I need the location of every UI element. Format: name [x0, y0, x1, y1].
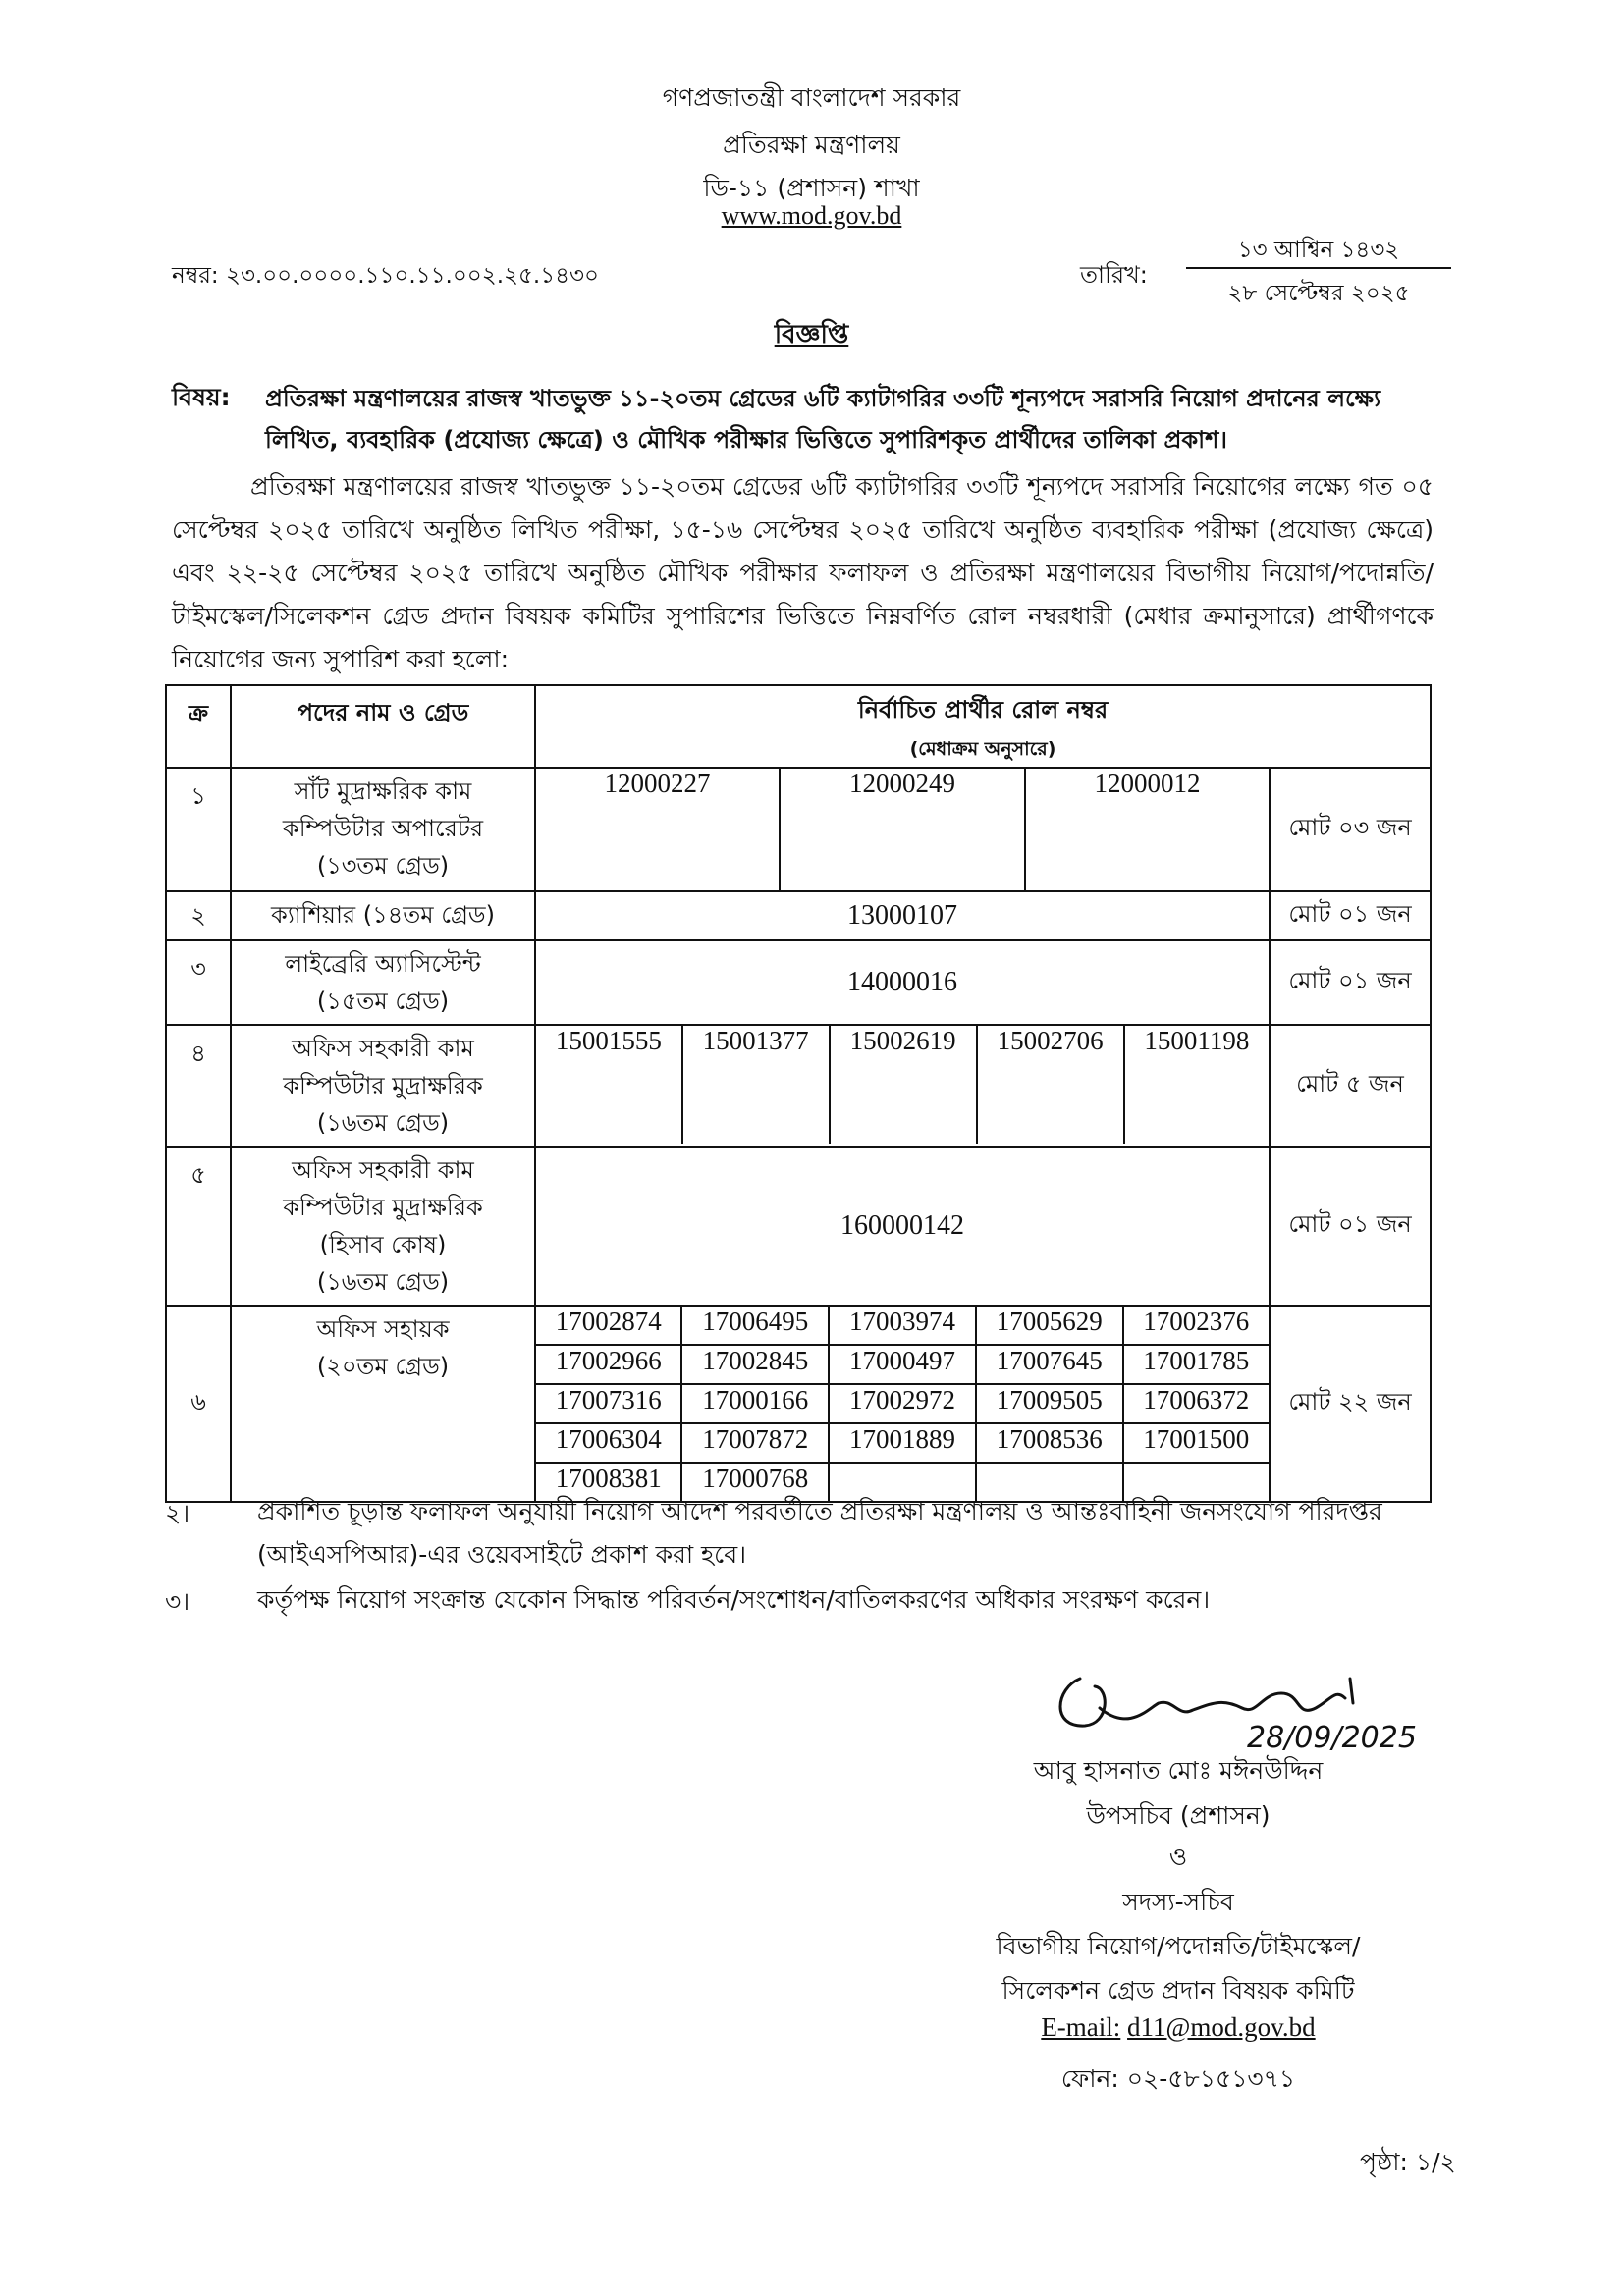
intro-paragraph: প্রতিরক্ষা মন্ত্রণালয়ের রাজস্ব খাতভুক্ত ১১-২০তম গ্রেডের ৬টি ক্যাটাগরির ৩৩টি শূন্যপদে সরাসরি নিয়োগের লক্ষ্যে গত ০৫ সেপ্টেম্বর ২০২৫ তারিখে অনুষ্ঠিত লিখিত পরীক্ষা, ১৫-১৬ সেপ্টেম্বর ২০২৫ তারিখে অনুষ্ঠিত ব্যবহারিক পরীক্ষা (প্রযোজ্য ক্ষেত্রে) এবং ২২-২৫ সেপ্টেম্বর ২০২৫ তারিখে অনুষ্ঠিত মৌখিক পরীক্ষার ফলাফল ও প্রতিরক্ষা মন্ত্রণালয়ের বিভাগীয় নিয়োগ/পদোন্নতি/টাইমস্কেল/সিলেকশন গ্রেড প্রদান বিষয়ক কমিটির সুপারিশের ভিত্তিতে নিম্নবর্ণিত রোল নম্বরধারী (মেধার ক্রমানুসারে) প্রার্থীগণকে নিয়োগের জন্য সুপারিশ করা হলো:: [172, 472, 1434, 673]
row-sl: ৬: [166, 1306, 231, 1502]
roll-number: 17003974: [829, 1307, 976, 1345]
roll-cell: [535, 1306, 1270, 1502]
roll-number: 12000227: [536, 769, 780, 890]
roll-cell: [535, 1025, 1270, 1147]
roll-number: 17000166: [681, 1384, 829, 1423]
date-label: তারিখ:: [1080, 261, 1148, 289]
table-header-row: [166, 685, 1431, 768]
row-post: [231, 768, 535, 891]
row-post: [231, 1147, 535, 1306]
roll-number: 17008381: [536, 1463, 681, 1501]
page-number: পৃষ্ঠা: ১/২: [1360, 2148, 1456, 2176]
roll-number: 15002619: [830, 1026, 977, 1144]
subject-text: প্রতিরক্ষা মন্ত্রণালয়ের রাজস্ব খাতভুক্ত ১১-২০তম গ্রেডের ৬টি ক্যাটাগরির ৩৩টি শূন্যপদে সরাসরি নিয়োগ প্রদানের লক্ষ্যে লিখিত, ব্যবহারিক (প্রযোজ্য ক্ষেত্রে) ও মৌখিক পরীক্ষার ভিত্তিতে সুপারিশকৃত প্রার্থীদের তালিকা প্রকাশ।: [265, 385, 1381, 454]
row-total: মোট ০১ জন: [1270, 891, 1431, 940]
roll-number: 17000497: [829, 1345, 976, 1384]
roll-header-title: নির্বাচিত প্রার্থীর রোল নম্বর: [857, 696, 1109, 723]
email-line: [884, 2012, 1473, 2043]
table-row: [166, 1306, 1431, 1502]
roll-number: 17007872: [681, 1423, 829, 1463]
col-post-header: পদের নাম ও গ্রেড: [231, 685, 535, 768]
roll-number: 17002376: [1123, 1307, 1269, 1345]
col-sl-header: ক্র: [166, 685, 231, 768]
row-sl: ৫: [166, 1147, 231, 1306]
row-sl: ১: [166, 768, 231, 891]
signatory-and: ও: [1168, 1842, 1188, 1871]
date-english: ২৮ সেপ্টেম্বর ২০২৫: [1227, 281, 1410, 306]
post-line: (২০তম গ্রেড): [316, 1353, 450, 1380]
roll-number: 17007316: [536, 1384, 681, 1423]
signatory-name: আবু হাসনাত মোঃ মঈনউদ্দিন: [1033, 1756, 1324, 1785]
date-divider: [1186, 267, 1451, 269]
roll-number: 160000142: [535, 1147, 1270, 1306]
roll-number: 13000107: [535, 891, 1270, 940]
post-line: ক্যাশিয়ার (১৪তম গ্রেড): [271, 901, 495, 929]
section-name: ডি-১১ (প্রশাসন) শাখা: [703, 174, 920, 202]
row-post: [231, 940, 535, 1025]
roll-number: 17005629: [976, 1307, 1123, 1345]
row-total: মোট ০১ জন: [1270, 940, 1431, 1025]
roll-number: 17007645: [976, 1345, 1123, 1384]
post-line: (১৬তম গ্রেড): [316, 1109, 450, 1137]
note-number: ৩।: [165, 1587, 190, 1616]
table-row: [166, 1147, 1431, 1306]
signatory-designation: উপসচিব (প্রশাসন): [1086, 1801, 1271, 1830]
handwritten-signature: [1041, 1649, 1434, 1767]
post-line: অফিস সহকারী কাম: [292, 1156, 474, 1184]
govt-name: গণপ্রজাতন্ত্রী বাংলাদেশ সরকার: [662, 83, 961, 112]
roll-number: 14000016: [535, 940, 1270, 1025]
ministry-name: প্রতিরক্ষা মন্ত্রণালয়: [723, 131, 900, 159]
roll-number: 17008536: [976, 1423, 1123, 1463]
col-roll-header: [535, 685, 1431, 768]
roll-number: 15001198: [1124, 1026, 1269, 1144]
roll-number: 17001785: [1123, 1345, 1269, 1384]
candidates-table: [165, 684, 1432, 1503]
table-row: [166, 1025, 1431, 1147]
roll-number: 15001555: [536, 1026, 682, 1144]
roll-number: 17001500: [1123, 1423, 1269, 1463]
post-line: সাঁট মুদ্রাক্ষরিক কাম: [294, 777, 472, 805]
row-total: মোট ০৩ জন: [1270, 768, 1431, 891]
note-number: ২।: [165, 1499, 190, 1527]
roll-header-subtitle: (মেধাক্রম অনুসারে): [909, 738, 1056, 760]
post-line: লাইব্রেরি অ্যাসিস্টেন্ট: [285, 950, 481, 978]
row-total: মোট ০১ জন: [1270, 1147, 1431, 1306]
roll-number: 17002966: [536, 1345, 681, 1384]
roll-number: 17006372: [1123, 1384, 1269, 1423]
row-sl: ২: [166, 891, 231, 940]
roll-number: 15002706: [977, 1026, 1124, 1144]
subject-label: বিষয়:: [172, 383, 231, 411]
row-sl: ৪: [166, 1025, 231, 1147]
notice-title: বিজ্ঞপ্তি: [774, 320, 849, 349]
post-line: কম্পিউটার মুদ্রাক্ষরিক: [283, 1194, 483, 1221]
email-link[interactable]: d11@mod.gov.bd: [1127, 2012, 1316, 2042]
post-line: (১৫তম গ্রেড): [316, 988, 450, 1015]
row-sl: ৩: [166, 940, 231, 1025]
roll-number: 12000249: [780, 769, 1025, 890]
website-link[interactable]: www.mod.gov.bd: [721, 201, 902, 230]
roll-cell: [535, 768, 1270, 891]
roll-number: 17001889: [829, 1423, 976, 1463]
post-line: অফিস সহকারী কাম: [292, 1035, 474, 1062]
committee-line-2: সিলেকশন গ্রেড প্রদান বিষয়ক কমিটি: [1001, 1976, 1355, 2004]
post-line: কম্পিউটার মুদ্রাক্ষরিক: [283, 1072, 483, 1099]
post-line: (হিসাব কোষ): [319, 1231, 447, 1258]
row-post: [231, 1306, 535, 1502]
table-row: [166, 940, 1431, 1025]
post-line: কম্পিউটার অপারেটর: [282, 815, 484, 842]
row-post: [231, 891, 535, 940]
note-text: কর্তৃপক্ষ নিয়োগ সংক্রান্ত যেকোন সিদ্ধান্ত পরিবর্তন/সংশোধন/বাতিলকরণের অধিকার সংরক্ষণ করেন।: [257, 1585, 1211, 1614]
date-bangla: ১৩ আশ্বিন ১৪৩২: [1237, 238, 1400, 263]
phone-number: ফোন: ০২-৫৮১৫১৩৭১: [1060, 2064, 1296, 2093]
post-line: অফিস সহায়ক: [316, 1315, 450, 1343]
row-total: মোট ৫ জন: [1270, 1025, 1431, 1147]
post-line: (১৩তম গ্রেড): [316, 852, 450, 880]
memo-number: নম্বর: ২৩.০০.০০০০.১১০.১১.০০২.২৫.১৪৩০: [172, 263, 599, 289]
committee-line-1: বিভাগীয় নিয়োগ/পদোন্নতি/টাইমস্কেল/: [996, 1932, 1361, 1960]
roll-number: 17006495: [681, 1307, 829, 1345]
note-text: প্রকাশিত চূড়ান্ত ফলাফল অনুযায়ী নিয়োগ আদেশ পরবর্তীতে প্রতিরক্ষা মন্ত্রণালয় ও আন্তঃবাহিনী জনসংযোগ পরিদপ্তর (আইএসপিআর)-এর ওয়েবসাইটে প্রকাশ করা হবে।: [257, 1497, 1382, 1569]
roll-number: 17002972: [829, 1384, 976, 1423]
roll-number: 17000768: [681, 1463, 829, 1501]
table-row: [166, 768, 1431, 891]
roll-number: 15001377: [682, 1026, 830, 1144]
roll-number: 12000012: [1025, 769, 1269, 890]
row-post: [231, 1025, 535, 1147]
row-total: মোট ২২ জন: [1270, 1306, 1431, 1502]
post-line: (১৬তম গ্রেড): [316, 1268, 450, 1296]
roll-number: 17002874: [536, 1307, 681, 1345]
roll-number: 17009505: [976, 1384, 1123, 1423]
roll-number: 17006304: [536, 1423, 681, 1463]
table-row: [166, 891, 1431, 940]
roll-number: 17002845: [681, 1345, 829, 1384]
email-label: E-mail:: [1041, 2012, 1121, 2042]
signatory-role: সদস্য-সচিব: [1122, 1888, 1234, 1916]
handwritten-date: 28/09/2025: [1247, 1721, 1417, 1755]
